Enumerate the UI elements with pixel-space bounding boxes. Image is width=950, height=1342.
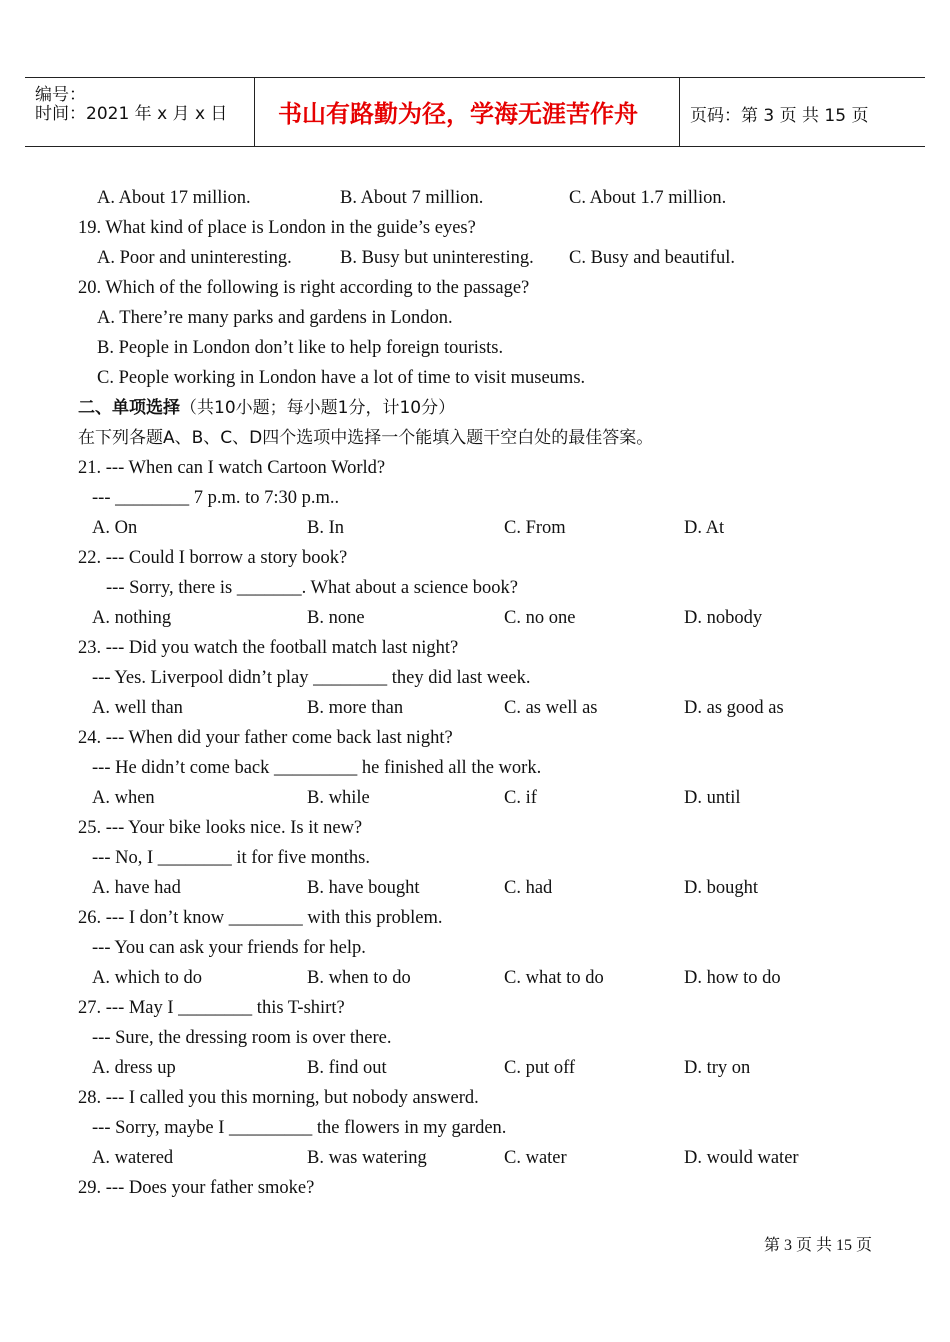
option-c: C. if [504, 788, 537, 808]
options-row [0, 873, 950, 903]
response-row [0, 663, 950, 693]
question-text: 28. --- I called you this morning, but nobody answerd. [78, 1088, 479, 1108]
option-c: C. had [504, 878, 553, 898]
option-d: D. nobody [684, 608, 763, 628]
options-row [0, 963, 950, 993]
section-heading-group [78, 393, 455, 423]
options-row [0, 513, 950, 543]
response-row [0, 1023, 950, 1053]
q20-question-text: 20. Which of the following is right according to the passage? [78, 278, 530, 298]
question-row [0, 993, 950, 1023]
q20-option-b: B. People in London don’t like to help foreign tourists. [97, 338, 504, 358]
option-a: A. watered [92, 1148, 174, 1168]
option-b: B. when to do [307, 968, 411, 988]
option-b: B. none [307, 608, 365, 628]
question-text: 24. --- When did your father come back last night? [78, 728, 453, 748]
option-c: C. no one [504, 608, 576, 628]
section-title: 二、单项选择 [78, 398, 180, 418]
question-text: 27. --- May I ________ this T-shirt? [78, 998, 345, 1018]
option-a: A. nothing [92, 608, 172, 628]
header-top-rule [25, 77, 925, 78]
response-row [0, 933, 950, 963]
response-text: --- Yes. Liverpool didn’t play ________ they did last week. [92, 668, 531, 688]
option-c: C. From [504, 518, 566, 538]
option-c: C. what to do [504, 968, 604, 988]
option-c: C. as well as [504, 698, 598, 718]
header-page-label: 页码：第 3 页 共 15 页 [690, 106, 869, 126]
q20-option-a-row [0, 303, 950, 333]
option-b: B. find out [307, 1058, 387, 1078]
option-d: D. until [684, 788, 741, 808]
response-text: --- Sure, the dressing room is over there. [92, 1028, 392, 1048]
option-c: C. put off [504, 1058, 576, 1078]
question-text: 29. --- Does your father smoke? [78, 1178, 315, 1198]
options-row [0, 783, 950, 813]
options-row [0, 603, 950, 633]
options-row [0, 693, 950, 723]
response-row [0, 753, 950, 783]
option-b: B. while [307, 788, 370, 808]
options-row [0, 1053, 950, 1083]
option-d: D. bought [684, 878, 758, 898]
q20-option-b-row [0, 333, 950, 363]
options-row [0, 1143, 950, 1173]
question-row [0, 453, 950, 483]
option-a: A. when [92, 788, 155, 808]
q20-option-c-row [0, 363, 950, 393]
question-text: 22. --- Could I borrow a story book? [78, 548, 348, 568]
q19-options-row [0, 243, 950, 273]
option-d: D. try on [684, 1058, 751, 1078]
section-note: （共10小题；每小题1分，计10分） [180, 398, 456, 418]
question-row [0, 903, 950, 933]
option-b: B. have bought [307, 878, 420, 898]
response-row [0, 1113, 950, 1143]
response-text: --- No, I ________ it for five months. [92, 848, 370, 868]
option-c: C. water [504, 1148, 567, 1168]
header-time-label: 时间：2021 年 x 月 x 日 [35, 104, 228, 124]
option-d: D. would water [684, 1148, 799, 1168]
question-text: 25. --- Your bike looks nice. Is it new? [78, 818, 363, 838]
response-row [0, 573, 950, 603]
q19-option-b: B. Busy but uninteresting. [340, 248, 534, 268]
response-text: --- You can ask your friends for help. [92, 938, 366, 958]
option-b: B. In [307, 518, 344, 538]
header-motto: 书山有路勤为径，学海无涯苦作舟 [278, 100, 638, 128]
option-b: B. was watering [307, 1148, 427, 1168]
q20-question [0, 273, 950, 303]
option-d: D. how to do [684, 968, 781, 988]
option-a: A. which to do [92, 968, 202, 988]
option-a: A. dress up [92, 1058, 176, 1078]
page-content [0, 183, 950, 1203]
question-row [0, 1173, 950, 1203]
section-heading [0, 393, 950, 423]
header-divider-left [254, 78, 255, 147]
response-row [0, 843, 950, 873]
question-text: 26. --- I don’t know ________ with this problem. [78, 908, 443, 928]
question-row [0, 723, 950, 753]
question-row [0, 813, 950, 843]
section-instruction-row [0, 423, 950, 453]
option-b: B. more than [307, 698, 404, 718]
q19-option-a: A. Poor and uninteresting. [97, 248, 292, 268]
page-footer: 第 3 页 共 15 页 [764, 1237, 873, 1254]
option-d: D. At [684, 518, 725, 538]
section-instruction: 在下列各题A、B、C、D四个选项中选择一个能填入题干空白处的最佳答案。 [78, 428, 654, 448]
question-row [0, 1083, 950, 1113]
question-row [0, 633, 950, 663]
q18-options-row [0, 183, 950, 213]
header-number-label: 编号： [35, 85, 86, 105]
q18-option-b: B. About 7 million. [340, 188, 484, 208]
q19-option-c: C. Busy and beautiful. [569, 248, 735, 268]
option-a: A. well than [92, 698, 183, 718]
response-row [0, 483, 950, 513]
header-divider-right [679, 78, 680, 147]
header-bottom-rule [25, 146, 925, 147]
question-text: 23. --- Did you watch the football match last night? [78, 638, 459, 658]
question-text: 21. --- When can I watch Cartoon World? [78, 458, 386, 478]
response-text: --- Sorry, maybe I _________ the flowers in my garden. [92, 1118, 507, 1138]
q18-option-c: C. About 1.7 million. [569, 188, 727, 208]
q19-question-text: 19. What kind of place is London in the guide’s eyes? [78, 218, 476, 238]
response-text: --- Sorry, there is _______. What about a science book? [106, 578, 519, 598]
q20-option-c: C. People working in London have a lot of time to visit museums. [97, 368, 586, 388]
q18-option-a: A. About 17 million. [97, 188, 251, 208]
option-d: D. as good as [684, 698, 784, 718]
q20-option-a: A. There’re many parks and gardens in London. [97, 308, 453, 328]
response-text: --- ________ 7 p.m. to 7:30 p.m.. [92, 488, 340, 508]
response-text: --- He didn’t come back _________ he finished all the work. [92, 758, 542, 778]
q19-question [0, 213, 950, 243]
option-a: A. have had [92, 878, 181, 898]
option-a: A. On [92, 518, 138, 538]
question-row [0, 543, 950, 573]
